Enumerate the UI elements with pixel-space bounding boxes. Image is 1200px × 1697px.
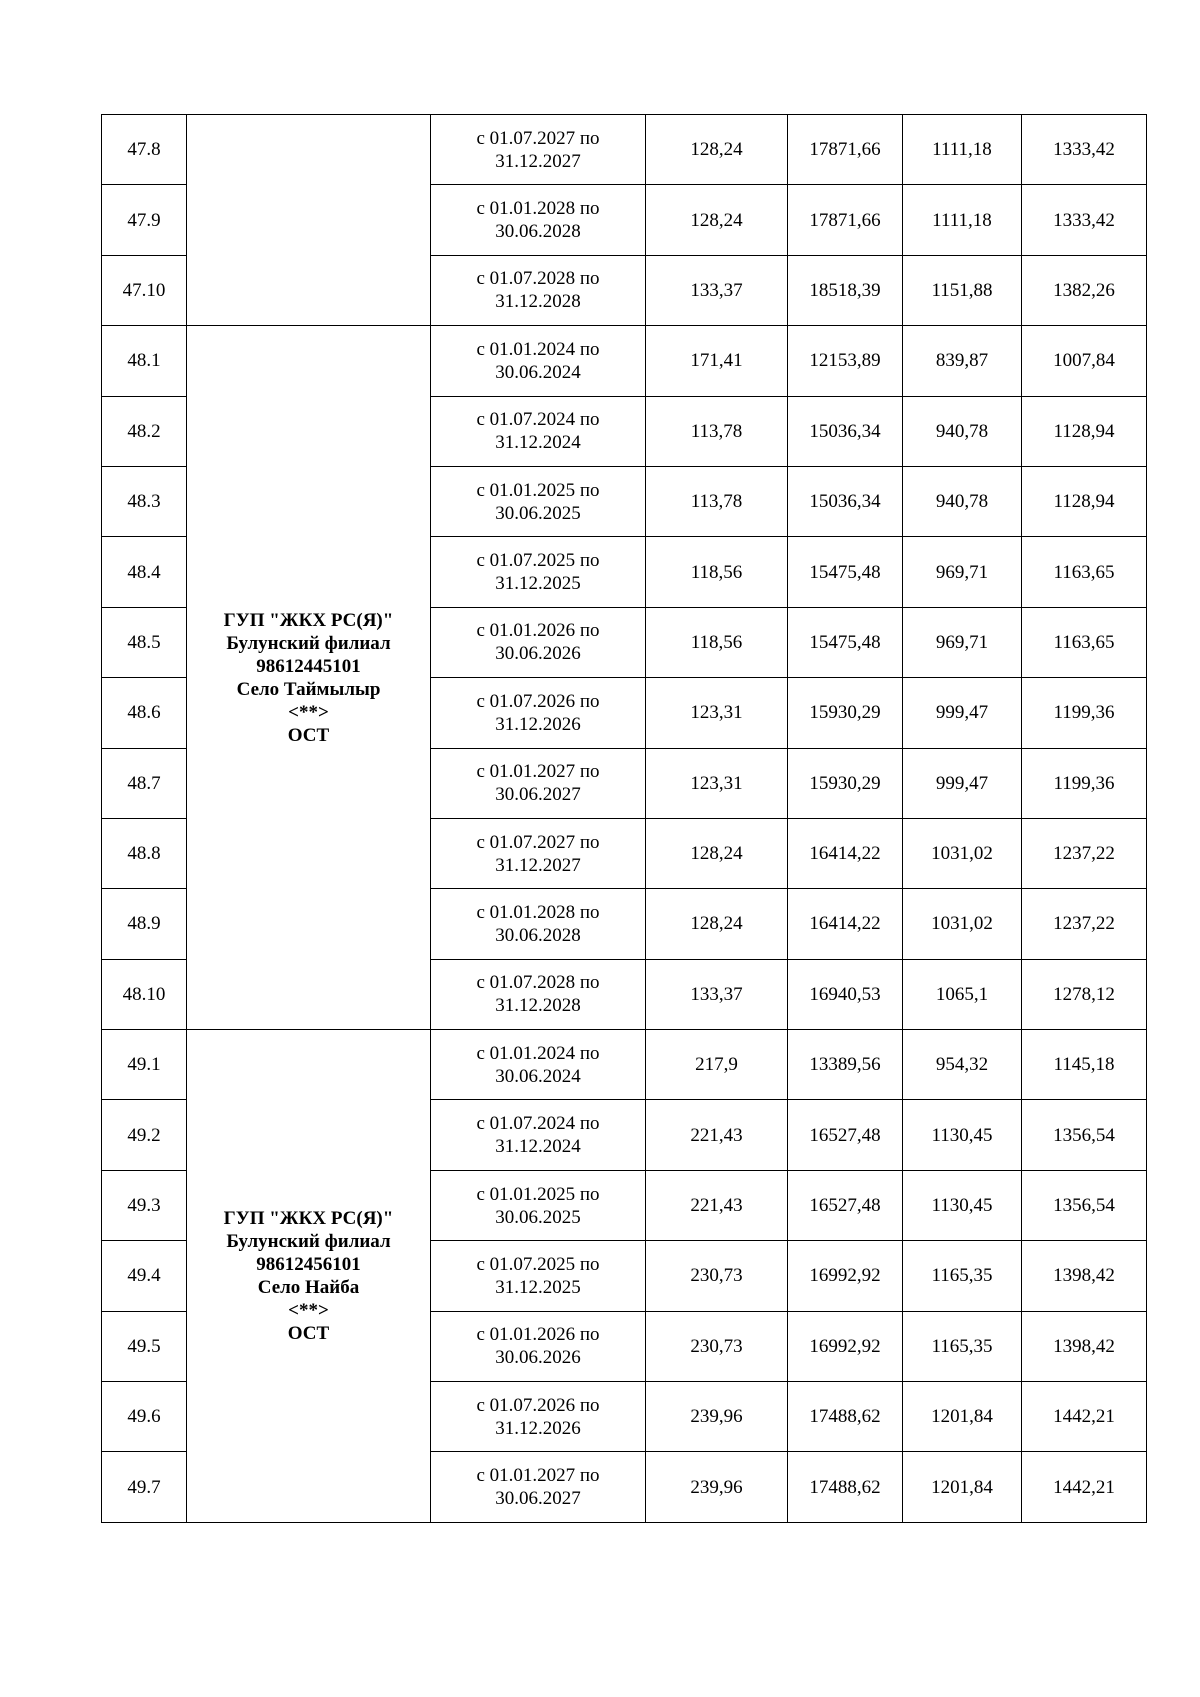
value-cell-4: 1442,21 — [1022, 1382, 1147, 1452]
period-line: с 01.01.2024 по — [476, 338, 600, 360]
value-cell-4: 1442,21 — [1022, 1452, 1147, 1522]
period-line: с 01.07.2028 по — [476, 268, 600, 290]
row-number-cell: 49.5 — [102, 1311, 187, 1381]
period-line: 31.12.2028 — [495, 995, 581, 1017]
value-cell-4: 1333,42 — [1022, 185, 1147, 255]
period-line: с 01.01.2024 по — [476, 1042, 600, 1064]
value-cell-2: 16940,53 — [788, 959, 903, 1029]
period-line: 30.06.2025 — [495, 502, 581, 524]
table-row — [102, 326, 1147, 396]
period-line: с 01.07.2026 по — [476, 1394, 600, 1416]
period-line: с 01.01.2026 по — [476, 620, 600, 642]
period-line: 31.12.2026 — [495, 1417, 581, 1439]
value-cell-4: 1199,36 — [1022, 748, 1147, 818]
value-cell-3: 1031,02 — [903, 818, 1022, 888]
value-cell-3: 1111,18 — [903, 185, 1022, 255]
period-line: 30.06.2024 — [495, 361, 581, 383]
tariff-table — [101, 114, 1147, 1523]
period-line: с 01.01.2025 по — [476, 1183, 600, 1205]
row-number-cell: 48.6 — [102, 678, 187, 748]
period-cell — [431, 326, 646, 396]
period-cell — [431, 466, 646, 536]
period-line: с 01.07.2027 по — [476, 127, 600, 149]
value-cell-2: 17871,66 — [788, 115, 903, 185]
value-cell-1: 239,96 — [646, 1382, 788, 1452]
organization-line: <**> — [288, 701, 329, 723]
value-cell-3: 1165,35 — [903, 1311, 1022, 1381]
period-line: с 01.01.2028 по — [476, 901, 600, 923]
period-line: 31.12.2025 — [495, 573, 581, 595]
organization-line: Село Таймылыр — [236, 678, 381, 700]
period-line: с 01.01.2028 по — [476, 198, 600, 220]
period-line: 30.06.2027 — [495, 1488, 581, 1510]
value-cell-1: 133,37 — [646, 959, 788, 1029]
value-cell-4: 1382,26 — [1022, 255, 1147, 325]
period-line: 30.06.2024 — [495, 1065, 581, 1087]
period-line: 31.12.2027 — [495, 150, 581, 172]
value-cell-2: 15036,34 — [788, 466, 903, 536]
period-line: с 01.07.2028 по — [476, 972, 600, 994]
row-number-cell: 49.4 — [102, 1241, 187, 1311]
value-cell-2: 17488,62 — [788, 1382, 903, 1452]
value-cell-2: 15930,29 — [788, 748, 903, 818]
value-cell-1: 171,41 — [646, 326, 788, 396]
row-number-cell: 48.7 — [102, 748, 187, 818]
row-number-cell: 48.9 — [102, 889, 187, 959]
value-cell-1: 230,73 — [646, 1241, 788, 1311]
period-line: 31.12.2027 — [495, 854, 581, 876]
row-number-cell: 48.10 — [102, 959, 187, 1029]
value-cell-1: 128,24 — [646, 115, 788, 185]
value-cell-2: 18518,39 — [788, 255, 903, 325]
value-cell-3: 999,47 — [903, 748, 1022, 818]
value-cell-1: 128,24 — [646, 185, 788, 255]
value-cell-4: 1163,65 — [1022, 537, 1147, 607]
value-cell-4: 1237,22 — [1022, 818, 1147, 888]
value-cell-4: 1398,42 — [1022, 1241, 1147, 1311]
value-cell-2: 16414,22 — [788, 889, 903, 959]
row-number-cell: 47.8 — [102, 115, 187, 185]
period-cell — [431, 396, 646, 466]
value-cell-4: 1128,94 — [1022, 396, 1147, 466]
value-cell-2: 13389,56 — [788, 1030, 903, 1100]
value-cell-2: 15475,48 — [788, 607, 903, 677]
period-cell — [431, 537, 646, 607]
period-line: 31.12.2024 — [495, 432, 581, 454]
value-cell-1: 221,43 — [646, 1170, 788, 1240]
period-cell — [431, 1382, 646, 1452]
value-cell-1: 123,31 — [646, 678, 788, 748]
value-cell-4: 1333,42 — [1022, 115, 1147, 185]
value-cell-2: 16527,48 — [788, 1100, 903, 1170]
table-row — [102, 1030, 1147, 1100]
value-cell-4: 1356,54 — [1022, 1100, 1147, 1170]
period-cell — [431, 185, 646, 255]
period-line: 30.06.2027 — [495, 784, 581, 806]
value-cell-1: 113,78 — [646, 466, 788, 536]
value-cell-1: 230,73 — [646, 1311, 788, 1381]
row-number-cell: 47.10 — [102, 255, 187, 325]
row-number-cell: 47.9 — [102, 185, 187, 255]
value-cell-4: 1007,84 — [1022, 326, 1147, 396]
value-cell-1: 221,43 — [646, 1100, 788, 1170]
value-cell-3: 1130,45 — [903, 1170, 1022, 1240]
value-cell-2: 15036,34 — [788, 396, 903, 466]
period-line: 30.06.2025 — [495, 1206, 581, 1228]
period-line: с 01.01.2026 по — [476, 1324, 600, 1346]
period-cell — [431, 748, 646, 818]
value-cell-4: 1356,54 — [1022, 1170, 1147, 1240]
value-cell-2: 12153,89 — [788, 326, 903, 396]
value-cell-3: 1201,84 — [903, 1452, 1022, 1522]
period-cell — [431, 1452, 646, 1522]
period-cell — [431, 678, 646, 748]
value-cell-3: 1151,88 — [903, 255, 1022, 325]
row-number-cell: 48.4 — [102, 537, 187, 607]
period-line: 30.06.2028 — [495, 221, 581, 243]
period-line: с 01.07.2026 по — [476, 690, 600, 712]
period-line: с 01.07.2025 по — [476, 1253, 600, 1275]
row-number-cell: 48.8 — [102, 818, 187, 888]
organization-line: Булунский филиал — [226, 632, 391, 654]
organization-cell — [187, 326, 431, 1030]
period-line: 31.12.2028 — [495, 291, 581, 313]
value-cell-1: 113,78 — [646, 396, 788, 466]
value-cell-3: 969,71 — [903, 537, 1022, 607]
period-line: с 01.01.2027 по — [476, 761, 600, 783]
organization-line: ОСТ — [287, 724, 330, 746]
organization-line: <**> — [288, 1299, 329, 1321]
value-cell-1: 239,96 — [646, 1452, 788, 1522]
period-line: с 01.01.2027 по — [476, 1465, 600, 1487]
value-cell-3: 969,71 — [903, 607, 1022, 677]
period-cell — [431, 607, 646, 677]
row-number-cell: 48.3 — [102, 466, 187, 536]
row-number-cell: 49.7 — [102, 1452, 187, 1522]
period-line: 31.12.2024 — [495, 1136, 581, 1158]
table-row — [102, 115, 1147, 185]
organization-line: ГУП "ЖКХ РС(Я)" — [223, 1207, 394, 1229]
tariff-table-body — [102, 115, 1147, 1523]
row-number-cell: 49.1 — [102, 1030, 187, 1100]
period-cell — [431, 115, 646, 185]
period-line: с 01.07.2024 по — [476, 409, 600, 431]
value-cell-3: 999,47 — [903, 678, 1022, 748]
value-cell-2: 17871,66 — [788, 185, 903, 255]
value-cell-1: 123,31 — [646, 748, 788, 818]
value-cell-3: 954,32 — [903, 1030, 1022, 1100]
value-cell-2: 15930,29 — [788, 678, 903, 748]
value-cell-4: 1163,65 — [1022, 607, 1147, 677]
period-line: с 01.07.2025 по — [476, 550, 600, 572]
value-cell-2: 16414,22 — [788, 818, 903, 888]
value-cell-2: 16992,92 — [788, 1311, 903, 1381]
period-line: с 01.07.2027 по — [476, 831, 600, 853]
row-number-cell: 49.3 — [102, 1170, 187, 1240]
period-cell — [431, 1030, 646, 1100]
period-cell — [431, 889, 646, 959]
value-cell-1: 217,9 — [646, 1030, 788, 1100]
organization-line: ОСТ — [287, 1322, 330, 1344]
value-cell-4: 1128,94 — [1022, 466, 1147, 536]
organization-cell — [187, 115, 431, 326]
row-number-cell: 48.1 — [102, 326, 187, 396]
period-cell — [431, 1311, 646, 1381]
value-cell-3: 1165,35 — [903, 1241, 1022, 1311]
row-number-cell: 49.2 — [102, 1100, 187, 1170]
period-line: 31.12.2026 — [495, 713, 581, 735]
value-cell-3: 940,78 — [903, 466, 1022, 536]
organization-line: Булунский филиал — [226, 1230, 391, 1252]
value-cell-1: 118,56 — [646, 607, 788, 677]
period-cell — [431, 1170, 646, 1240]
value-cell-3: 1130,45 — [903, 1100, 1022, 1170]
value-cell-3: 839,87 — [903, 326, 1022, 396]
period-cell — [431, 1241, 646, 1311]
value-cell-3: 1111,18 — [903, 115, 1022, 185]
row-number-cell: 48.5 — [102, 607, 187, 677]
period-line: 30.06.2028 — [495, 924, 581, 946]
value-cell-1: 118,56 — [646, 537, 788, 607]
value-cell-2: 17488,62 — [788, 1452, 903, 1522]
value-cell-2: 16992,92 — [788, 1241, 903, 1311]
period-line: 30.06.2026 — [495, 1347, 581, 1369]
value-cell-3: 940,78 — [903, 396, 1022, 466]
value-cell-4: 1237,22 — [1022, 889, 1147, 959]
value-cell-3: 1065,1 — [903, 959, 1022, 1029]
period-cell — [431, 1100, 646, 1170]
value-cell-4: 1199,36 — [1022, 678, 1147, 748]
period-line: с 01.07.2024 по — [476, 1113, 600, 1135]
organization-line: 98612445101 — [256, 655, 361, 677]
value-cell-4: 1278,12 — [1022, 959, 1147, 1029]
value-cell-3: 1201,84 — [903, 1382, 1022, 1452]
organization-line: ГУП "ЖКХ РС(Я)" — [223, 609, 394, 631]
organization-line: 98612456101 — [256, 1253, 361, 1275]
value-cell-4: 1398,42 — [1022, 1311, 1147, 1381]
period-line: 31.12.2025 — [495, 1276, 581, 1298]
row-number-cell: 49.6 — [102, 1382, 187, 1452]
period-cell — [431, 255, 646, 325]
value-cell-1: 133,37 — [646, 255, 788, 325]
period-line: 30.06.2026 — [495, 643, 581, 665]
period-cell — [431, 959, 646, 1029]
organization-line: Село Найба — [257, 1276, 360, 1298]
period-cell — [431, 818, 646, 888]
value-cell-2: 16527,48 — [788, 1170, 903, 1240]
row-number-cell: 48.2 — [102, 396, 187, 466]
value-cell-3: 1031,02 — [903, 889, 1022, 959]
organization-cell — [187, 1030, 431, 1523]
value-cell-2: 15475,48 — [788, 537, 903, 607]
value-cell-1: 128,24 — [646, 889, 788, 959]
value-cell-4: 1145,18 — [1022, 1030, 1147, 1100]
value-cell-1: 128,24 — [646, 818, 788, 888]
period-line: с 01.01.2025 по — [476, 479, 600, 501]
